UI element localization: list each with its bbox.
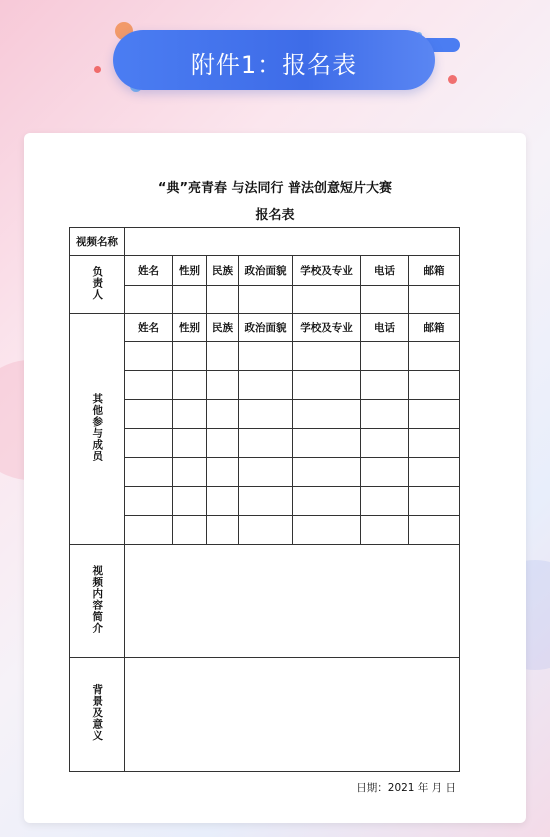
- form-cell[interactable]: [293, 400, 361, 429]
- form-cell[interactable]: [125, 371, 173, 400]
- form-cell[interactable]: [409, 487, 460, 516]
- form-cell[interactable]: [125, 458, 173, 487]
- background-field[interactable]: [125, 658, 460, 772]
- form-cell[interactable]: [207, 458, 239, 487]
- intro-field[interactable]: [125, 545, 460, 658]
- form-cell[interactable]: [361, 429, 409, 458]
- form-cell[interactable]: [173, 458, 207, 487]
- date-line: 日期：2021 年 月 日: [356, 782, 456, 794]
- video-name-field[interactable]: [125, 228, 460, 256]
- form-cell[interactable]: [125, 516, 173, 545]
- form-cell[interactable]: [361, 458, 409, 487]
- form-cell[interactable]: [409, 371, 460, 400]
- form-cell[interactable]: [207, 371, 239, 400]
- form-cell[interactable]: [361, 400, 409, 429]
- member-row: [70, 342, 460, 371]
- intro-label: 视频内容简介: [70, 545, 125, 658]
- member-row: [70, 516, 460, 545]
- form-title: 报名表: [255, 208, 295, 223]
- column-header: 学校及专业: [293, 314, 361, 342]
- column-header: 政治面貌: [239, 314, 293, 342]
- form-cell[interactable]: [125, 429, 173, 458]
- form-cell[interactable]: [409, 342, 460, 371]
- column-header: 民族: [207, 256, 239, 286]
- form-cell[interactable]: [409, 458, 460, 487]
- form-cell[interactable]: [239, 487, 293, 516]
- form-cell[interactable]: [173, 286, 207, 314]
- form-cell[interactable]: [125, 487, 173, 516]
- form-cell[interactable]: [293, 342, 361, 371]
- form-cell[interactable]: [409, 429, 460, 458]
- column-header: 电话: [361, 256, 409, 286]
- form-cell[interactable]: [207, 487, 239, 516]
- form-cell[interactable]: [293, 371, 361, 400]
- column-header: 电话: [361, 314, 409, 342]
- title-banner: [113, 30, 435, 90]
- form-cell[interactable]: [207, 286, 239, 314]
- decor-circle: [448, 75, 457, 84]
- column-header: 姓名: [125, 314, 173, 342]
- form-cell[interactable]: [293, 286, 361, 314]
- form-cell[interactable]: [173, 342, 207, 371]
- column-header: 民族: [207, 314, 239, 342]
- form-cell[interactable]: [361, 487, 409, 516]
- column-header: 姓名: [125, 256, 173, 286]
- members-label: 其他参与成员: [70, 314, 125, 545]
- form-cell[interactable]: [409, 400, 460, 429]
- member-row: [70, 400, 460, 429]
- member-row: [70, 371, 460, 400]
- form-cell[interactable]: [173, 400, 207, 429]
- form-cell[interactable]: [409, 286, 460, 314]
- background-label: 背景及意义: [70, 658, 125, 772]
- column-header: 邮箱: [409, 314, 460, 342]
- form-cell[interactable]: [409, 516, 460, 545]
- form-cell[interactable]: [125, 286, 173, 314]
- member-row: [70, 458, 460, 487]
- form-card: [24, 133, 526, 823]
- form-cell[interactable]: [361, 371, 409, 400]
- form-cell[interactable]: [173, 429, 207, 458]
- leader-label: 负责人: [70, 256, 125, 314]
- banner-title: 附件1：报名表: [190, 51, 358, 79]
- form-cell[interactable]: [239, 286, 293, 314]
- form-cell[interactable]: [207, 342, 239, 371]
- member-row: [70, 487, 460, 516]
- form-cell[interactable]: [207, 400, 239, 429]
- document-title: “典”亮青春 与法同行 普法创意短片大赛: [157, 181, 393, 196]
- form-cell[interactable]: [361, 516, 409, 545]
- form-cell[interactable]: [173, 487, 207, 516]
- form-cell[interactable]: [239, 429, 293, 458]
- form-cell[interactable]: [239, 458, 293, 487]
- form-cell[interactable]: [207, 429, 239, 458]
- form-cell[interactable]: [361, 342, 409, 371]
- column-header: 学校及专业: [293, 256, 361, 286]
- form-cell[interactable]: [293, 458, 361, 487]
- column-header: 性别: [173, 314, 207, 342]
- form-cell[interactable]: [207, 516, 239, 545]
- form-cell[interactable]: [239, 371, 293, 400]
- video-name-label: 视频名称: [70, 228, 125, 256]
- form-cell[interactable]: [293, 516, 361, 545]
- form-cell[interactable]: [239, 400, 293, 429]
- form-cell[interactable]: [239, 516, 293, 545]
- column-header: 政治面貌: [239, 256, 293, 286]
- column-header: 性别: [173, 256, 207, 286]
- member-row: [70, 429, 460, 458]
- form-cell[interactable]: [125, 342, 173, 371]
- decor-circle: [94, 66, 101, 73]
- form-cell[interactable]: [293, 487, 361, 516]
- form-cell[interactable]: [239, 342, 293, 371]
- form-cell[interactable]: [125, 400, 173, 429]
- form-cell[interactable]: [173, 516, 207, 545]
- form-cell[interactable]: [293, 429, 361, 458]
- form-cell[interactable]: [361, 286, 409, 314]
- column-header: 邮箱: [409, 256, 460, 286]
- form-cell[interactable]: [173, 371, 207, 400]
- registration-table: [69, 227, 460, 772]
